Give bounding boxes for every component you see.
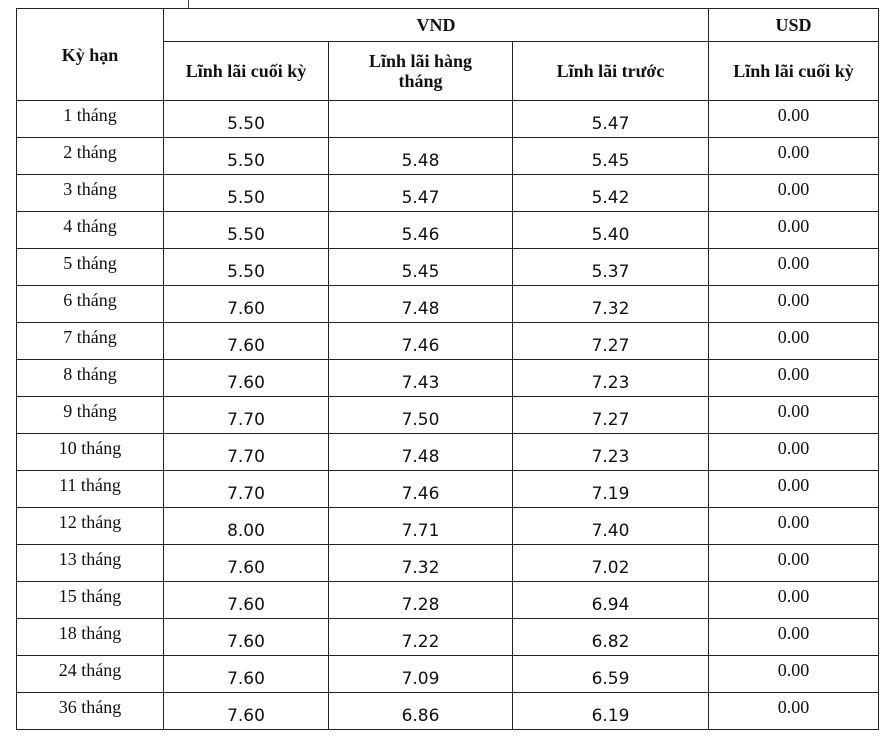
cell-vnd-end: 7.70 <box>164 471 329 508</box>
cell-vnd-monthly: 5.46 <box>329 212 513 249</box>
cell-vnd-upfront: 6.19 <box>513 693 709 730</box>
cell-vnd-end: 7.60 <box>164 693 329 730</box>
table-row <box>17 508 879 545</box>
cell-usd-end: 0.00 <box>709 138 879 175</box>
cell-vnd-end: 5.50 <box>164 249 329 286</box>
cell-usd-end: 0.00 <box>709 360 879 397</box>
table-row <box>17 212 879 249</box>
table-body <box>17 101 879 730</box>
cell-usd-end: 0.00 <box>709 545 879 582</box>
cell-term: 2 tháng <box>17 138 164 175</box>
cell-vnd-end: 7.60 <box>164 360 329 397</box>
cell-term: 12 tháng <box>17 508 164 545</box>
cell-vnd-monthly: 5.47 <box>329 175 513 212</box>
cell-vnd-end: 7.60 <box>164 286 329 323</box>
cell-term: 1 tháng <box>17 101 164 138</box>
interest-rate-table <box>16 8 879 730</box>
cell-vnd-end: 5.50 <box>164 101 329 138</box>
cell-vnd-upfront: 5.47 <box>513 101 709 138</box>
cell-vnd-monthly: 7.71 <box>329 508 513 545</box>
cell-vnd-monthly: 7.22 <box>329 619 513 656</box>
cell-vnd-monthly: 7.48 <box>329 434 513 471</box>
table-head <box>17 9 879 101</box>
table-row <box>17 471 879 508</box>
cell-vnd-end: 5.50 <box>164 212 329 249</box>
table-row <box>17 397 879 434</box>
cell-vnd-upfront: 5.42 <box>513 175 709 212</box>
cell-vnd-upfront: 7.02 <box>513 545 709 582</box>
cell-vnd-upfront: 7.40 <box>513 508 709 545</box>
cell-vnd-end: 7.70 <box>164 434 329 471</box>
cell-usd-end: 0.00 <box>709 656 879 693</box>
cell-term: 3 tháng <box>17 175 164 212</box>
cell-term: 10 tháng <box>17 434 164 471</box>
cell-vnd-monthly: 5.45 <box>329 249 513 286</box>
table-row <box>17 619 879 656</box>
cell-vnd-monthly: 6.86 <box>329 693 513 730</box>
cell-usd-end: 0.00 <box>709 693 879 730</box>
cell-usd-end: 0.00 <box>709 175 879 212</box>
cell-vnd-end: 5.50 <box>164 175 329 212</box>
cell-term: 11 tháng <box>17 471 164 508</box>
table-row <box>17 360 879 397</box>
cell-vnd-end: 7.70 <box>164 397 329 434</box>
table-row <box>17 286 879 323</box>
cell-term: 4 tháng <box>17 212 164 249</box>
cell-usd-end: 0.00 <box>709 397 879 434</box>
header-vnd-monthly: Lĩnh lãi hàng tháng <box>329 42 513 101</box>
cell-term: 9 tháng <box>17 397 164 434</box>
cell-vnd-monthly: 7.46 <box>329 323 513 360</box>
interest-rate-table-container <box>16 8 878 730</box>
cell-term: 13 tháng <box>17 545 164 582</box>
cell-usd-end: 0.00 <box>709 434 879 471</box>
cell-usd-end: 0.00 <box>709 471 879 508</box>
cell-usd-end: 0.00 <box>709 619 879 656</box>
cell-vnd-monthly: 7.43 <box>329 360 513 397</box>
cell-vnd-upfront: 7.23 <box>513 434 709 471</box>
table-row <box>17 138 879 175</box>
header-row-groups <box>17 9 879 42</box>
cell-term: 15 tháng <box>17 582 164 619</box>
cell-vnd-end: 5.50 <box>164 138 329 175</box>
cell-vnd-end: 8.00 <box>164 508 329 545</box>
cell-vnd-end: 7.60 <box>164 323 329 360</box>
table-row <box>17 101 879 138</box>
cell-term: 24 tháng <box>17 656 164 693</box>
cell-vnd-monthly: 7.09 <box>329 656 513 693</box>
header-vnd-end: Lĩnh lãi cuối kỳ <box>164 42 329 101</box>
cell-vnd-end: 7.60 <box>164 656 329 693</box>
cell-vnd-monthly: 7.48 <box>329 286 513 323</box>
cell-term: 6 tháng <box>17 286 164 323</box>
cell-vnd-upfront: 7.27 <box>513 397 709 434</box>
cell-usd-end: 0.00 <box>709 323 879 360</box>
cell-term: 5 tháng <box>17 249 164 286</box>
cell-term: 8 tháng <box>17 360 164 397</box>
cell-usd-end: 0.00 <box>709 101 879 138</box>
cell-usd-end: 0.00 <box>709 212 879 249</box>
cell-term: 7 tháng <box>17 323 164 360</box>
cell-vnd-monthly: 7.50 <box>329 397 513 434</box>
cell-vnd-end: 7.60 <box>164 582 329 619</box>
cell-vnd-upfront: 6.82 <box>513 619 709 656</box>
cell-vnd-monthly <box>329 101 513 138</box>
header-vnd-group: VND <box>164 9 709 42</box>
header-usd-end: Lĩnh lãi cuối kỳ <box>709 42 879 101</box>
cell-vnd-monthly: 7.28 <box>329 582 513 619</box>
header-term: Kỳ hạn <box>17 9 164 101</box>
table-row <box>17 434 879 471</box>
cell-vnd-upfront: 7.23 <box>513 360 709 397</box>
cell-vnd-upfront: 5.45 <box>513 138 709 175</box>
cell-vnd-monthly: 7.46 <box>329 471 513 508</box>
table-row <box>17 249 879 286</box>
cell-vnd-upfront: 6.94 <box>513 582 709 619</box>
table-row <box>17 545 879 582</box>
cell-usd-end: 0.00 <box>709 582 879 619</box>
cell-vnd-upfront: 5.40 <box>513 212 709 249</box>
cell-vnd-upfront: 5.37 <box>513 249 709 286</box>
cell-usd-end: 0.00 <box>709 249 879 286</box>
table-row <box>17 693 879 730</box>
cell-vnd-upfront: 7.32 <box>513 286 709 323</box>
cell-term: 18 tháng <box>17 619 164 656</box>
cell-vnd-monthly: 7.32 <box>329 545 513 582</box>
table-row <box>17 323 879 360</box>
cell-vnd-end: 7.60 <box>164 619 329 656</box>
table-row <box>17 582 879 619</box>
table-row <box>17 656 879 693</box>
cell-vnd-upfront: 6.59 <box>513 656 709 693</box>
header-vnd-upfront: Lĩnh lãi trước <box>513 42 709 101</box>
cell-vnd-end: 7.60 <box>164 545 329 582</box>
header-usd-group: USD <box>709 9 879 42</box>
cell-vnd-upfront: 7.19 <box>513 471 709 508</box>
cell-vnd-upfront: 7.27 <box>513 323 709 360</box>
table-row <box>17 175 879 212</box>
cell-usd-end: 0.00 <box>709 286 879 323</box>
cell-term: 36 tháng <box>17 693 164 730</box>
cell-usd-end: 0.00 <box>709 508 879 545</box>
cell-vnd-monthly: 5.48 <box>329 138 513 175</box>
cropped-edge-line <box>150 0 189 8</box>
